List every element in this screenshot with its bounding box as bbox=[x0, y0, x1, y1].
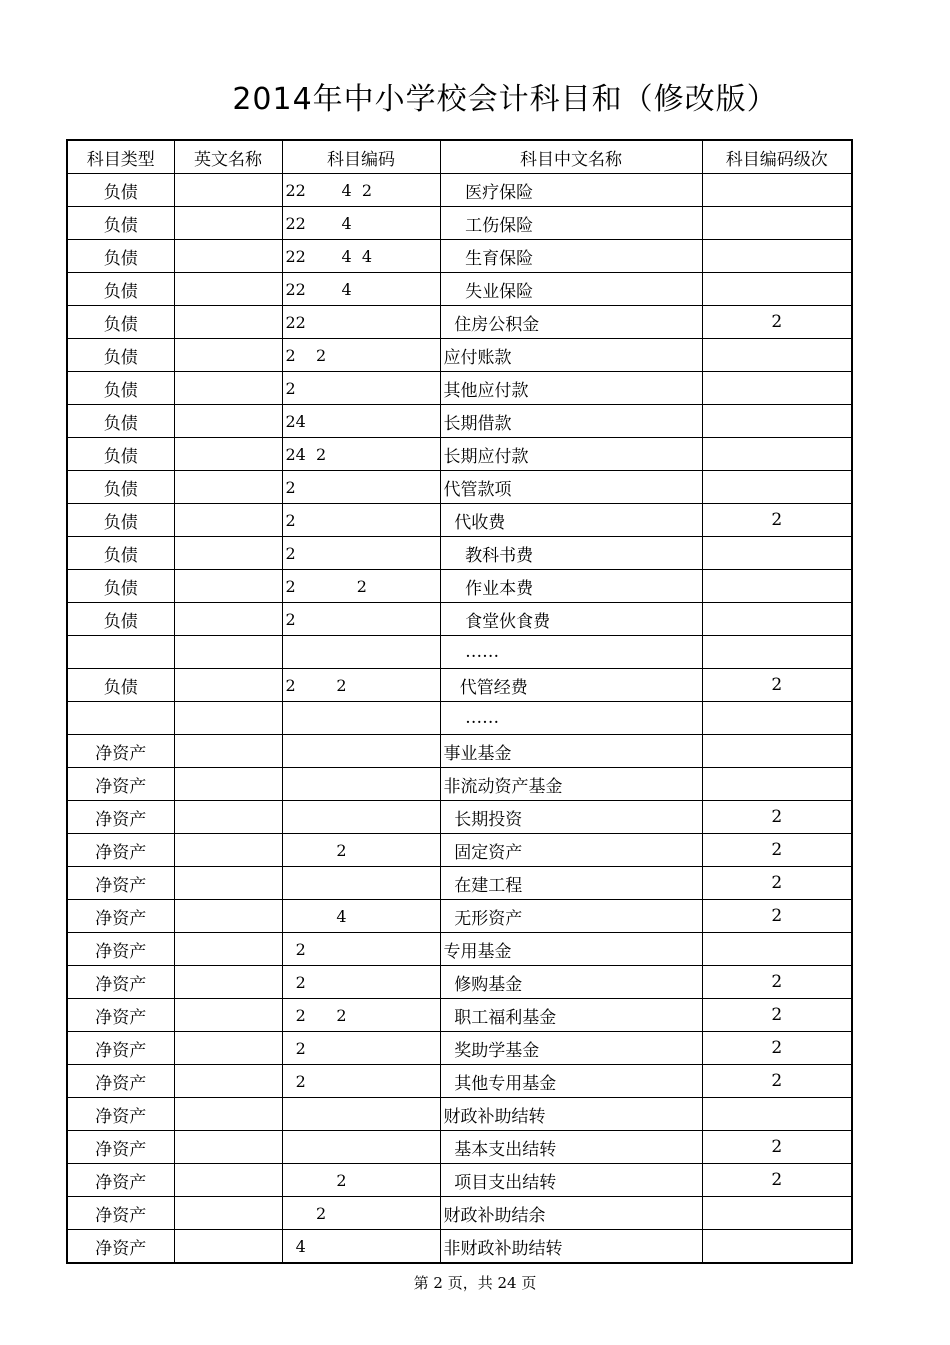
cell-type: 负债 bbox=[67, 603, 174, 636]
cell-type: 负债 bbox=[67, 471, 174, 504]
table-row bbox=[67, 966, 852, 999]
cell-english-name bbox=[174, 1131, 282, 1164]
cell-code bbox=[282, 1098, 440, 1131]
cell-code bbox=[282, 768, 440, 801]
cell-chinese-name: 代管款项 bbox=[440, 471, 702, 504]
cell-type: 净资产 bbox=[67, 1197, 174, 1230]
cell-code bbox=[282, 702, 440, 735]
cell-code-level bbox=[702, 636, 852, 669]
cell-type: 负债 bbox=[67, 174, 174, 207]
cell-chinese-name: 作业本费 bbox=[440, 570, 702, 603]
table-row bbox=[67, 933, 852, 966]
cell-english-name bbox=[174, 636, 282, 669]
table-row bbox=[67, 702, 852, 735]
cell-code-level bbox=[702, 405, 852, 438]
cell-chinese-name: 财政补助结转 bbox=[440, 1098, 702, 1131]
cell-type: 负债 bbox=[67, 438, 174, 471]
cell-chinese-name: …… bbox=[440, 636, 702, 669]
table-row bbox=[67, 240, 852, 273]
cell-code: 2 bbox=[282, 603, 440, 636]
cell-code-level bbox=[702, 273, 852, 306]
cell-code: 2 bbox=[282, 372, 440, 405]
cell-english-name bbox=[174, 174, 282, 207]
cell-type: 负债 bbox=[67, 372, 174, 405]
cell-code-level: 2 bbox=[702, 1131, 852, 1164]
cell-code: 2 2 bbox=[282, 669, 440, 702]
cell-type: 负债 bbox=[67, 570, 174, 603]
cell-code: 22 bbox=[282, 306, 440, 339]
cell-chinese-name: 住房公积金 bbox=[440, 306, 702, 339]
table-row bbox=[67, 405, 852, 438]
table-row bbox=[67, 900, 852, 933]
cell-chinese-name: 职工福利基金 bbox=[440, 999, 702, 1032]
cell-code: 2 bbox=[282, 1197, 440, 1230]
cell-type: 负债 bbox=[67, 537, 174, 570]
cell-code: 22 4 4 bbox=[282, 240, 440, 273]
cell-code: 2 bbox=[282, 537, 440, 570]
cell-code-level bbox=[702, 174, 852, 207]
cell-code-level bbox=[702, 372, 852, 405]
cell-type bbox=[67, 702, 174, 735]
cell-english-name bbox=[174, 933, 282, 966]
cell-chinese-name: 基本支出结转 bbox=[440, 1131, 702, 1164]
cell-english-name bbox=[174, 504, 282, 537]
cell-chinese-name: 非流动资产基金 bbox=[440, 768, 702, 801]
page-title: 2014年中小学校会计科目和（修改版） bbox=[232, 82, 778, 117]
table-row bbox=[67, 867, 852, 900]
cell-english-name bbox=[174, 1065, 282, 1098]
cell-code bbox=[282, 801, 440, 834]
table-row bbox=[67, 1131, 852, 1164]
cell-chinese-name: 失业保险 bbox=[440, 273, 702, 306]
cell-code: 2 bbox=[282, 1065, 440, 1098]
cell-code-level bbox=[702, 438, 852, 471]
cell-type: 净资产 bbox=[67, 801, 174, 834]
cell-english-name bbox=[174, 207, 282, 240]
cell-code-level bbox=[702, 240, 852, 273]
cell-code: 2 2 bbox=[282, 570, 440, 603]
cell-code: 2 bbox=[282, 933, 440, 966]
cell-english-name bbox=[174, 966, 282, 999]
cell-chinese-name: 事业基金 bbox=[440, 735, 702, 768]
cell-code-level: 2 bbox=[702, 801, 852, 834]
cell-english-name bbox=[174, 999, 282, 1032]
table-body bbox=[67, 174, 852, 1264]
table-row bbox=[67, 1197, 852, 1230]
cell-chinese-name: 应付账款 bbox=[440, 339, 702, 372]
table-row bbox=[67, 504, 852, 537]
cell-english-name bbox=[174, 867, 282, 900]
cell-english-name bbox=[174, 735, 282, 768]
cell-chinese-name: 其他专用基金 bbox=[440, 1065, 702, 1098]
cell-code-level bbox=[702, 933, 852, 966]
cell-chinese-name: 教科书费 bbox=[440, 537, 702, 570]
cell-type: 净资产 bbox=[67, 735, 174, 768]
cell-type: 净资产 bbox=[67, 1164, 174, 1197]
table-row bbox=[67, 339, 852, 372]
table-row bbox=[67, 273, 852, 306]
cell-english-name bbox=[174, 1230, 282, 1264]
cell-english-name bbox=[174, 669, 282, 702]
cell-code-level bbox=[702, 471, 852, 504]
cell-english-name bbox=[174, 570, 282, 603]
table-row bbox=[67, 834, 852, 867]
cell-english-name bbox=[174, 1032, 282, 1065]
cell-code: 2 bbox=[282, 1164, 440, 1197]
cell-code bbox=[282, 735, 440, 768]
cell-english-name bbox=[174, 372, 282, 405]
cell-chinese-name: 修购基金 bbox=[440, 966, 702, 999]
cell-type: 净资产 bbox=[67, 1065, 174, 1098]
cell-code-level bbox=[702, 207, 852, 240]
cell-english-name bbox=[174, 438, 282, 471]
cell-english-name bbox=[174, 537, 282, 570]
cell-type: 净资产 bbox=[67, 999, 174, 1032]
cell-english-name bbox=[174, 471, 282, 504]
cell-chinese-name: 其他应付款 bbox=[440, 372, 702, 405]
header-code: 科目编码 bbox=[282, 140, 440, 174]
table-row bbox=[67, 570, 852, 603]
cell-english-name bbox=[174, 768, 282, 801]
cell-code: 22 4 2 bbox=[282, 174, 440, 207]
cell-code-level bbox=[702, 537, 852, 570]
cell-code: 2 bbox=[282, 471, 440, 504]
cell-chinese-name: 项目支出结转 bbox=[440, 1164, 702, 1197]
page-footer: 第 2 页，共 24 页 bbox=[413, 1274, 537, 1292]
cell-code-level bbox=[702, 702, 852, 735]
table-row bbox=[67, 1098, 852, 1131]
cell-chinese-name: 工伤保险 bbox=[440, 207, 702, 240]
cell-code-level: 2 bbox=[702, 1065, 852, 1098]
cell-code bbox=[282, 1131, 440, 1164]
cell-type: 负债 bbox=[67, 405, 174, 438]
cell-english-name bbox=[174, 1197, 282, 1230]
table-row bbox=[67, 1065, 852, 1098]
cell-code-level bbox=[702, 735, 852, 768]
cell-english-name bbox=[174, 801, 282, 834]
cell-type: 负债 bbox=[67, 669, 174, 702]
table-row bbox=[67, 471, 852, 504]
table-row bbox=[67, 999, 852, 1032]
cell-type: 负债 bbox=[67, 339, 174, 372]
cell-chinese-name: 长期投资 bbox=[440, 801, 702, 834]
cell-code: 2 bbox=[282, 834, 440, 867]
cell-code: 4 bbox=[282, 900, 440, 933]
cell-code-level bbox=[702, 1230, 852, 1264]
cell-chinese-name: 固定资产 bbox=[440, 834, 702, 867]
cell-english-name bbox=[174, 1164, 282, 1197]
cell-type: 负债 bbox=[67, 306, 174, 339]
cell-english-name bbox=[174, 1098, 282, 1131]
header-chinese-name: 科目中文名称 bbox=[440, 140, 702, 174]
table-row bbox=[67, 1032, 852, 1065]
cell-english-name bbox=[174, 603, 282, 636]
cell-chinese-name: 医疗保险 bbox=[440, 174, 702, 207]
cell-english-name bbox=[174, 306, 282, 339]
table-row bbox=[67, 207, 852, 240]
cell-english-name bbox=[174, 900, 282, 933]
cell-code: 24 2 bbox=[282, 438, 440, 471]
table-row bbox=[67, 438, 852, 471]
cell-code: 4 bbox=[282, 1230, 440, 1264]
cell-code: 2 2 bbox=[282, 339, 440, 372]
cell-type: 净资产 bbox=[67, 834, 174, 867]
cell-code-level bbox=[702, 570, 852, 603]
table-row bbox=[67, 636, 852, 669]
cell-english-name bbox=[174, 339, 282, 372]
table-row bbox=[67, 801, 852, 834]
cell-code-level: 2 bbox=[702, 669, 852, 702]
cell-chinese-name: 食堂伙食费 bbox=[440, 603, 702, 636]
cell-code-level bbox=[702, 1197, 852, 1230]
cell-code-level: 2 bbox=[702, 900, 852, 933]
cell-chinese-name: 非财政补助结转 bbox=[440, 1230, 702, 1264]
cell-code-level: 2 bbox=[702, 504, 852, 537]
cell-code-level: 2 bbox=[702, 834, 852, 867]
cell-chinese-name: 财政补助结余 bbox=[440, 1197, 702, 1230]
cell-chinese-name: 代收费 bbox=[440, 504, 702, 537]
cell-chinese-name: 奖助学基金 bbox=[440, 1032, 702, 1065]
table-row bbox=[67, 174, 852, 207]
cell-chinese-name: 在建工程 bbox=[440, 867, 702, 900]
cell-english-name bbox=[174, 273, 282, 306]
cell-code-level: 2 bbox=[702, 966, 852, 999]
cell-code: 2 bbox=[282, 504, 440, 537]
cell-code: 22 4 bbox=[282, 207, 440, 240]
cell-english-name bbox=[174, 405, 282, 438]
table-row bbox=[67, 735, 852, 768]
cell-type: 负债 bbox=[67, 273, 174, 306]
cell-type: 净资产 bbox=[67, 1098, 174, 1131]
accounts-table bbox=[66, 139, 853, 1264]
cell-type: 净资产 bbox=[67, 966, 174, 999]
cell-type: 净资产 bbox=[67, 768, 174, 801]
cell-code-level bbox=[702, 603, 852, 636]
table-row bbox=[67, 768, 852, 801]
cell-code-level bbox=[702, 1098, 852, 1131]
table-row bbox=[67, 1230, 852, 1264]
header-type: 科目类型 bbox=[67, 140, 174, 174]
cell-chinese-name: 代管经费 bbox=[440, 669, 702, 702]
cell-code: 24 bbox=[282, 405, 440, 438]
cell-type: 负债 bbox=[67, 240, 174, 273]
table-row bbox=[67, 372, 852, 405]
cell-type: 净资产 bbox=[67, 900, 174, 933]
cell-chinese-name: 无形资产 bbox=[440, 900, 702, 933]
table-row bbox=[67, 1164, 852, 1197]
cell-code-level bbox=[702, 768, 852, 801]
table-row bbox=[67, 603, 852, 636]
cell-code bbox=[282, 636, 440, 669]
cell-type: 净资产 bbox=[67, 933, 174, 966]
cell-code: 2 bbox=[282, 966, 440, 999]
cell-type: 负债 bbox=[67, 207, 174, 240]
cell-type: 净资产 bbox=[67, 1131, 174, 1164]
cell-code bbox=[282, 867, 440, 900]
cell-code: 22 4 bbox=[282, 273, 440, 306]
cell-chinese-name: 长期借款 bbox=[440, 405, 702, 438]
cell-type: 净资产 bbox=[67, 1032, 174, 1065]
cell-code: 2 2 bbox=[282, 999, 440, 1032]
cell-code-level: 2 bbox=[702, 1032, 852, 1065]
cell-code-level: 2 bbox=[702, 306, 852, 339]
cell-chinese-name: 专用基金 bbox=[440, 933, 702, 966]
header-english-name: 英文名称 bbox=[174, 140, 282, 174]
cell-chinese-name: 长期应付款 bbox=[440, 438, 702, 471]
cell-english-name bbox=[174, 240, 282, 273]
cell-type: 净资产 bbox=[67, 867, 174, 900]
table-row bbox=[67, 669, 852, 702]
header-code-level: 科目编码级次 bbox=[702, 140, 852, 174]
cell-chinese-name: …… bbox=[440, 702, 702, 735]
table-row bbox=[67, 306, 852, 339]
cell-english-name bbox=[174, 834, 282, 867]
cell-chinese-name: 生育保险 bbox=[440, 240, 702, 273]
cell-code-level: 2 bbox=[702, 867, 852, 900]
cell-code-level: 2 bbox=[702, 1164, 852, 1197]
cell-type: 负债 bbox=[67, 504, 174, 537]
cell-english-name bbox=[174, 702, 282, 735]
cell-code: 2 bbox=[282, 1032, 440, 1065]
cell-type bbox=[67, 636, 174, 669]
cell-code-level: 2 bbox=[702, 999, 852, 1032]
table-header-row bbox=[67, 140, 852, 174]
cell-code-level bbox=[702, 339, 852, 372]
table-row bbox=[67, 537, 852, 570]
cell-type: 净资产 bbox=[67, 1230, 174, 1264]
